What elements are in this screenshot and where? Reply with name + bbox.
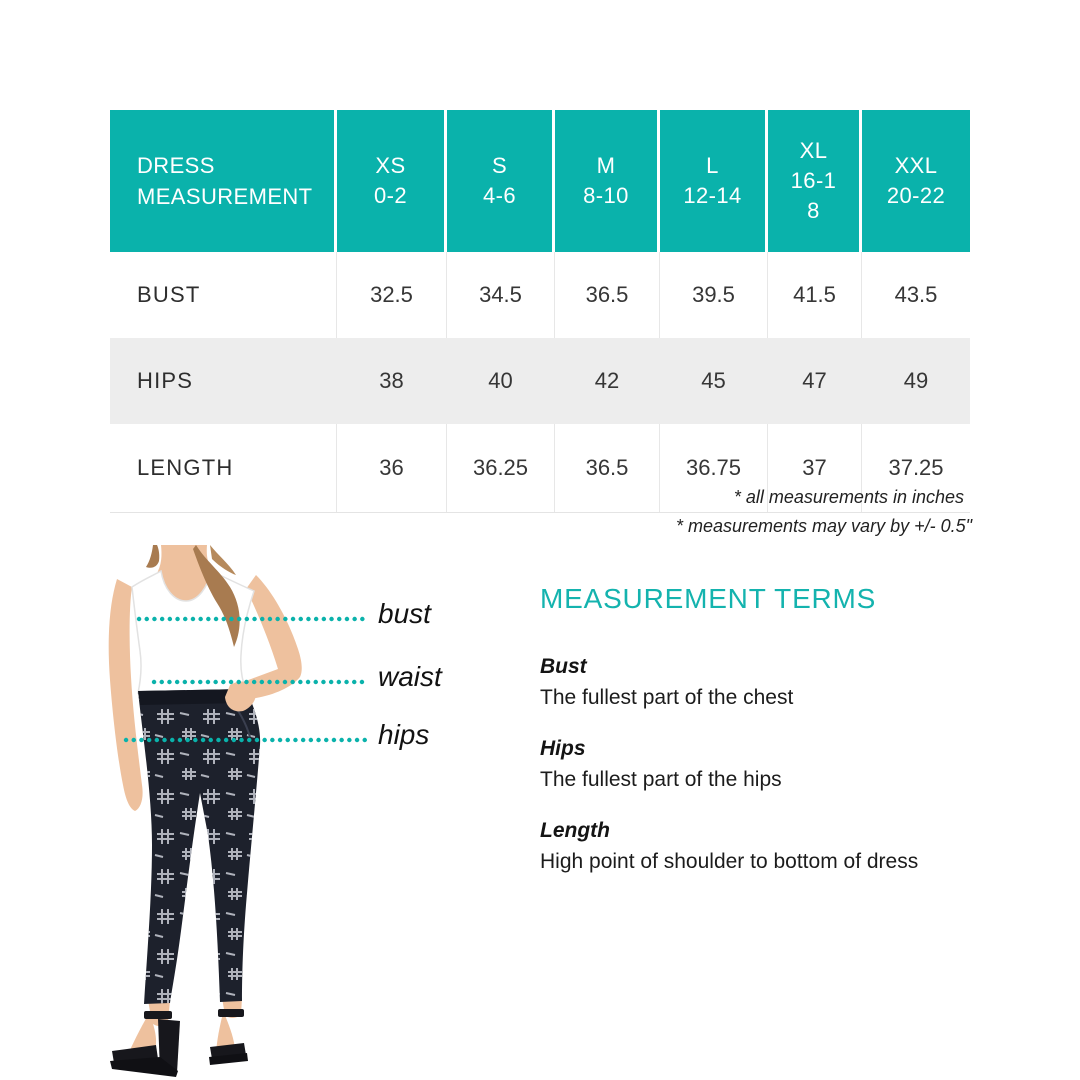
header-dress-measurement: [110, 110, 337, 252]
table-cell: 39.5: [660, 252, 768, 338]
table-cell: 36.5: [555, 424, 660, 512]
table-cell: 45: [701, 368, 726, 393]
table-cell: 36.25: [447, 424, 555, 512]
table-cell: 42: [594, 368, 620, 393]
table-cell: 34.5: [447, 252, 555, 338]
row-label: HIPS: [137, 368, 194, 393]
term-item-hips: [540, 737, 980, 792]
bust-measurement-line: [135, 610, 368, 618]
term-item-bust: [540, 655, 980, 710]
waist-measurement-line: [150, 673, 368, 681]
header-size-m: M 8-10: [555, 110, 660, 252]
table-cell: 47: [802, 368, 827, 393]
header-size-xxl: XXL 20-22: [862, 110, 970, 252]
header-size-s: S 4-6: [447, 110, 555, 252]
term-item-length: [540, 819, 980, 874]
table-cell: 37: [768, 424, 862, 512]
term-name: Length: [540, 819, 610, 842]
model-photo: [60, 545, 310, 1080]
table-cell: 38: [379, 368, 404, 393]
header-size-xl: XL 16-18: [768, 110, 862, 252]
table-cell: 43.5: [894, 282, 938, 307]
hips-measurement-line: [122, 731, 369, 739]
bust-line-label: bust: [378, 598, 431, 629]
table-cell: 36.75: [660, 424, 768, 512]
header-size-l: L 12-14: [660, 110, 768, 252]
table-cell: 41.5: [768, 252, 862, 338]
table-cell: 40: [488, 368, 513, 393]
footnote-variance: * measurements may vary by +/- 0.5": [676, 516, 972, 536]
header-size-xs: XS 0-2: [337, 110, 447, 252]
table-cell: 36.5: [555, 252, 660, 338]
table-cell: 49: [903, 368, 929, 393]
table-cell: 37.25: [888, 455, 944, 480]
table-cell: 32.5: [337, 252, 447, 338]
table-row-bust: [110, 252, 970, 338]
terms-title: MEASUREMENT TERMS: [540, 583, 877, 614]
row-label: BUST: [110, 252, 337, 338]
measurement-terms-section: [540, 583, 980, 901]
table-cell: 36: [337, 424, 447, 512]
waist-line-label: waist: [378, 661, 442, 692]
term-definition: High point of shoulder to bottom of dress: [540, 850, 919, 873]
term-definition: The fullest part of the chest: [540, 686, 794, 709]
size-chart-table: [110, 110, 970, 513]
header-label: DRESS MEASUREMENT: [137, 153, 313, 209]
row-label: LENGTH: [110, 424, 337, 512]
table-row-hips: [110, 338, 970, 424]
term-definition: The fullest part of the hips: [540, 768, 782, 791]
size-chart-header-row: [110, 110, 970, 252]
term-name: Hips: [540, 737, 586, 760]
footnote-inches: * all measurements in inches: [733, 487, 964, 507]
hips-line-label: hips: [378, 719, 430, 750]
term-name: Bust: [540, 655, 587, 678]
